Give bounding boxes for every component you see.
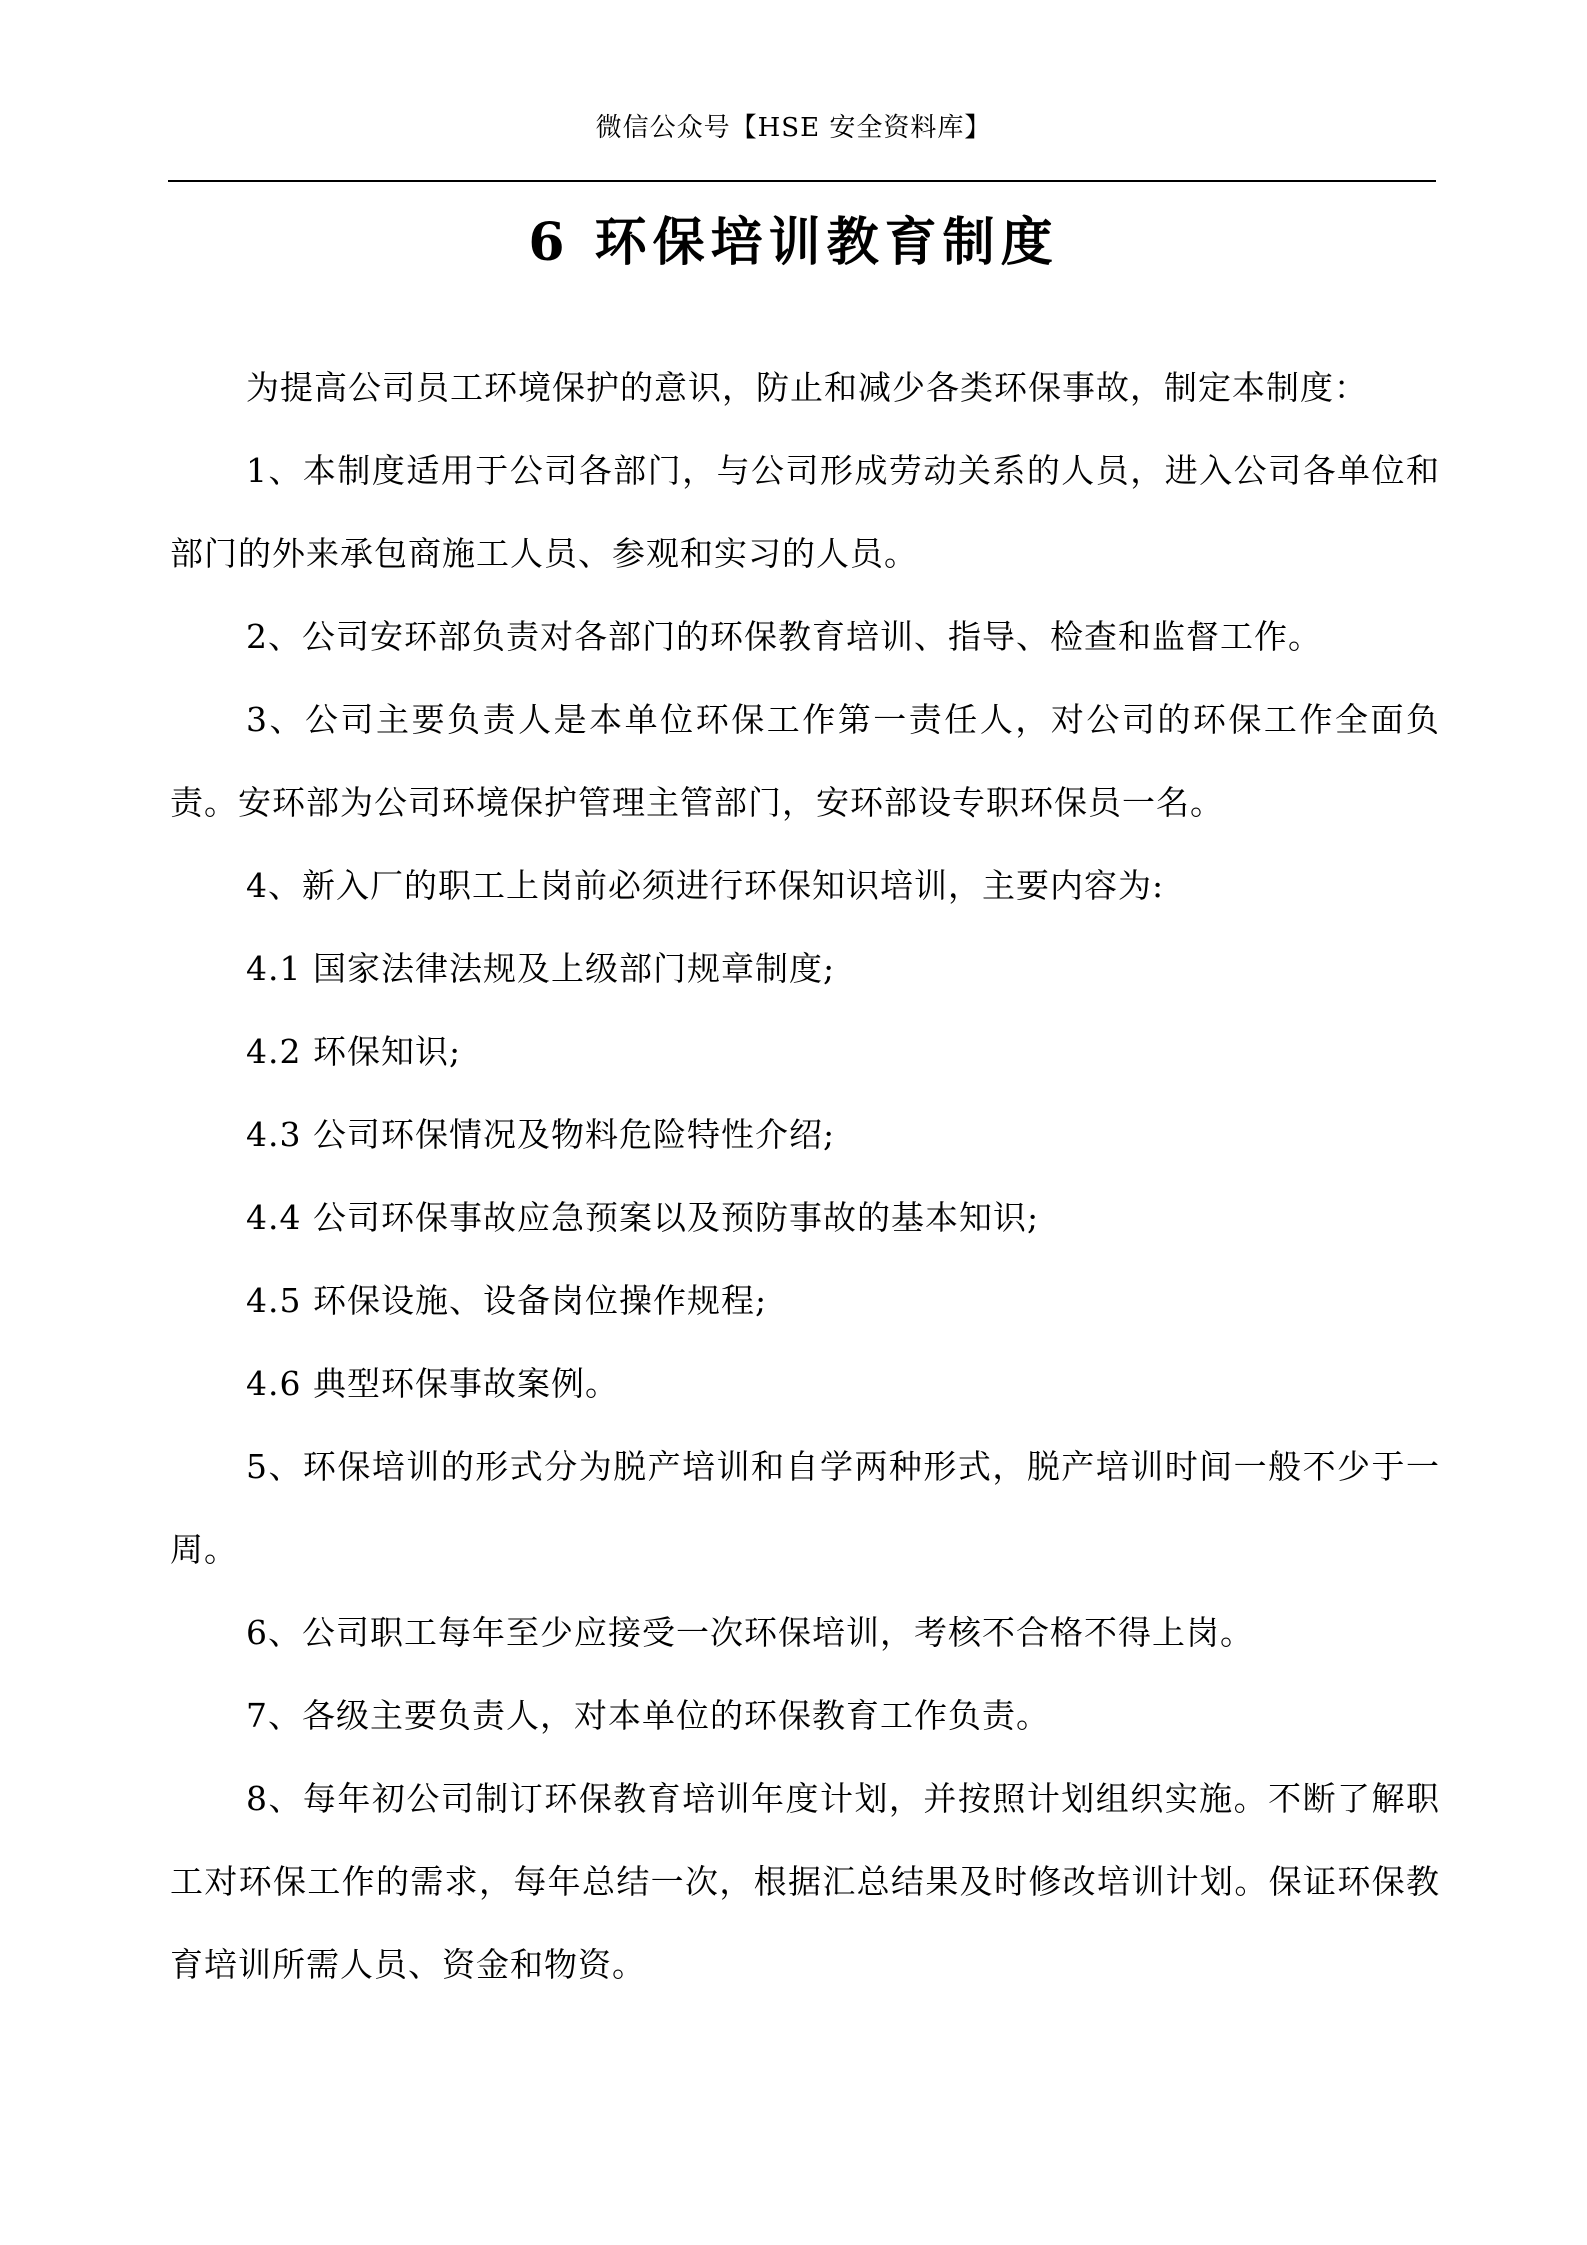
header-divider (168, 180, 1436, 182)
clause-2: 2、公司安环部负责对各部门的环保教育培训、指导、检查和监督工作。 (246, 617, 1322, 656)
document-body (170, 346, 1440, 2006)
clause-7: 7、各级主要负责人，对本单位的环保教育工作负责。 (246, 1696, 1050, 1735)
clause-5: 5、环保培训的形式分为脱产培训和自学两种形式，脱产培训时间一般不少于一周。 (170, 1447, 1440, 1569)
clause-4-6: 4.6 典型环保事故案例。 (246, 1364, 619, 1403)
intro-paragraph: 为提高公司员工环境保护的意识，防止和减少各类环保事故，制定本制度： (246, 368, 1368, 407)
document-title: 6 环保培训教育制度 (528, 212, 1059, 273)
clause-4: 4、新入厂的职工上岗前必须进行环保知识培训，主要内容为: (246, 866, 1165, 905)
clause-6: 6、公司职工每年至少应接受一次环保培训，考核不合格不得上岗。 (246, 1613, 1254, 1652)
clause-4-1: 4.1 国家法律法规及上级部门规章制度; (246, 949, 836, 988)
clause-8: 8、每年初公司制订环保教育培训年度计划，并按照计划组织实施。不断了解职工对环保工作的需求，每年总结一次，根据汇总结果及时修改培训计划。保证环保教育培训所需人员、资金和物资。 (170, 1779, 1440, 1984)
page-header: 微信公众号【HSE 安全资料库】 (595, 113, 992, 143)
clause-4-3: 4.3 公司环保情况及物料危险特性介绍; (246, 1115, 836, 1154)
clause-4-2: 4.2 环保知识; (246, 1032, 462, 1071)
clause-4-5: 4.5 环保设施、设备岗位操作规程; (246, 1281, 768, 1320)
clause-1: 1、本制度适用于公司各部门，与公司形成劳动关系的人员，进入公司各单位和部门的外来承包商施工人员、参观和实习的人员。 (170, 451, 1440, 573)
clause-4-4: 4.4 公司环保事故应急预案以及预防事故的基本知识; (246, 1198, 1040, 1237)
clause-3: 3、公司主要负责人是本单位环保工作第一责任人，对公司的环保工作全面负责。安环部为公司环境保护管理主管部门，安环部设专职环保员一名。 (170, 700, 1440, 822)
